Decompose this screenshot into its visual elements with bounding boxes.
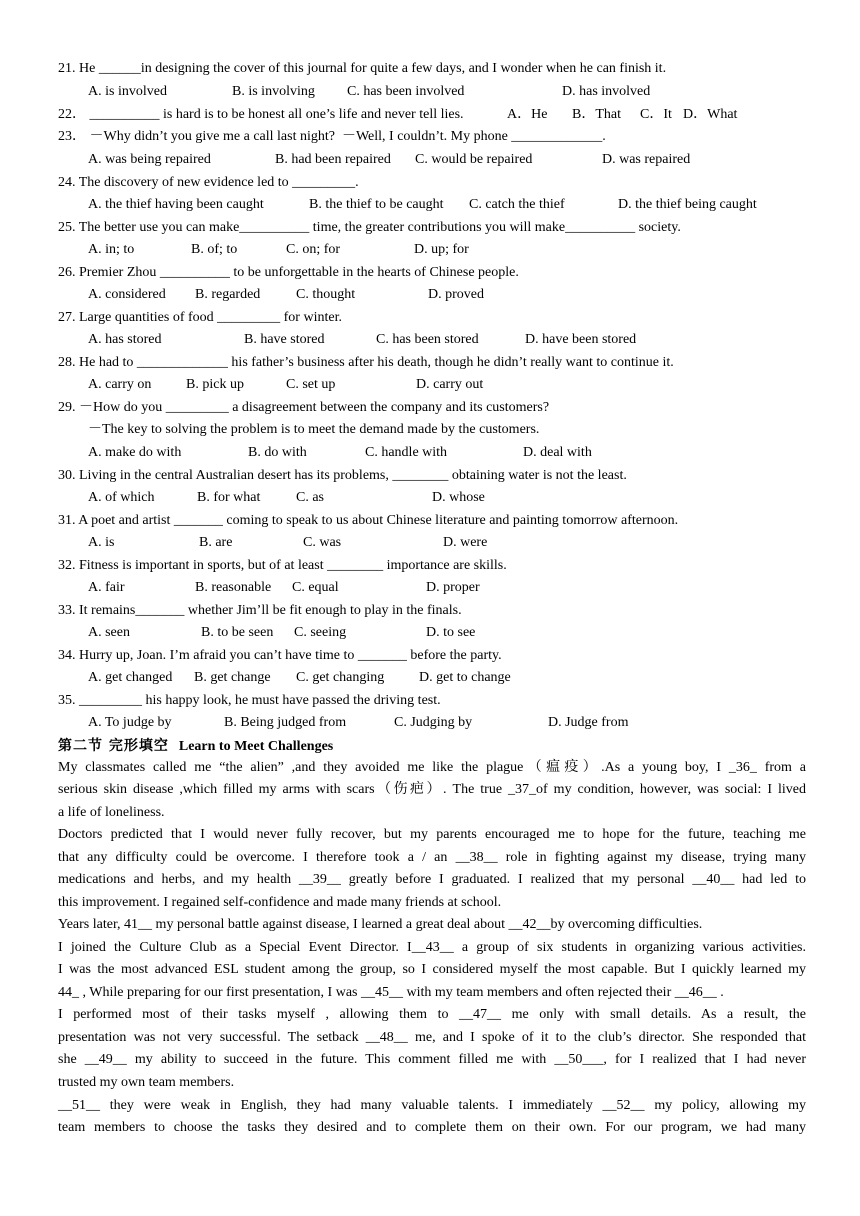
section-heading-en: Learn to Meet Challenges [178,739,334,754]
option-b: B. are [199,535,233,550]
option-b: B. had been repaired [275,152,391,167]
option-a: A. of which [88,490,155,505]
question-number: 23． [58,129,86,144]
passage-line: __51__ they were weak in English, they had many valuable talents. I immediately __52__ my policy, allowing my [58,1098,806,1113]
option-a: A. considered [88,287,166,302]
option-c: C. seeing [294,625,347,640]
question-stem: It remains_______ whether Jim’ll be fit enough to play in the finals. [79,603,462,618]
question-number: 29. [58,400,76,415]
passage-line: I was the most advanced ESL student among the group, so I considered myself the most capable. But I quickly learned my [58,962,806,977]
option-d: D. has involved [562,84,651,99]
question-stem: __________ is hard is to be honest all one’s life and never tell lies. [89,107,464,122]
option-a: A. the thief having been caught [88,197,264,212]
option-c: C. would be repaired [415,152,533,167]
option-a: A. To judge by [88,715,172,730]
question-stem: He had to _____________ his father’s business after his death, though he didn’t really want to continue it. [79,355,674,370]
option-b: B. pick up [186,377,244,392]
question-29 [58,399,549,417]
option-a: A. in; to [88,242,135,257]
question-30 [58,467,627,485]
option-c: C. handle with [365,445,448,460]
option-c: C. was [303,535,342,550]
question-stem: _________ his happy look, he must have passed the driving test. [79,693,441,708]
question-number: 31. [58,513,76,528]
question-number: 26. [58,265,76,280]
question-stem: Fitness is important in sports, but of at least ________ importance are skills. [79,558,507,573]
passage-line: I performed most of their tasks myself , allowing them to __47__ me only with small details. As a result, the [58,1007,806,1022]
question-number: 25. [58,220,76,235]
question-33 [58,602,462,620]
option-d: D. deal with [523,445,592,460]
option-c: C. as [296,490,324,505]
passage-line: team members to choose the tasks they desired and to complete them on their own. For our program, we had many [58,1120,806,1135]
question-stem: －How do you _________ a disagreement between the company and its customers? [79,400,550,415]
question-stem: A poet and artist _______ coming to speak to us about Chinese literature and painting tomorrow afternoon. [78,513,679,528]
option-d: D. Judge from [548,715,629,730]
question-stem: The better use you can make__________ time, the greater contributions you will make__________ society. [78,220,681,235]
question-29-answer-line: －The key to solving the problem is to meet the demand made by the customers. [88,422,540,437]
option-a: A. carry on [88,377,152,392]
question-28 [58,354,674,372]
question-26 [58,264,519,282]
section-heading [58,737,333,756]
option-c: C. on; for [286,242,341,257]
option-d: D. to see [426,625,476,640]
question-number: 35. [58,693,76,708]
option-a: A. was being repaired [88,152,211,167]
question-number: 27. [58,310,76,325]
option-b: B. do with [248,445,307,460]
option-a: A. is involved [88,84,167,99]
option-d: D. whose [432,490,485,505]
question-stem: Hurry up, Joan. I’m afraid you can’t have time to _______ before the party. [79,648,502,663]
option-d: D. have been stored [525,332,637,347]
question-number: 33. [58,603,76,618]
option-d: D. were [443,535,488,550]
passage-line: she __49__ my ability to succeed in the future. This comment filled me with __50___, for I realized that I had never [58,1052,806,1067]
question-number: 24. [58,175,76,190]
option-d: D. was repaired [602,152,691,167]
option-b: B. the thief to be caught [309,197,444,212]
option-d: D．What [683,107,738,122]
option-c: C. has been involved [347,84,465,99]
question-number: 34. [58,648,76,663]
option-c: C. get changing [296,670,385,685]
question-number: 21. [58,61,76,76]
passage-line: Doctors predicted that I would never fully recover, but my parents encouraged me to hope for the future, teaching me [58,827,806,842]
option-d: D. get to change [419,670,511,685]
passage-line: I joined the Culture Club as a Special Event Director. I__43__ a group of six students in organizing various activities. [58,940,806,955]
option-d: D. the thief being caught [618,197,757,212]
question-number: 30. [58,468,76,483]
passage-line: My classmates called me “the alien” ,and they avoided me like the plague（瘟疫）.As a young boy, I _36_ from a [58,760,806,775]
option-b: B. to be seen [201,625,274,640]
question-stem: －Why didn’t you give me a call last night? －Well, I couldn’t. My phone _____________. [89,129,606,144]
option-d: D. carry out [416,377,484,392]
option-d: D. proved [428,287,484,302]
passage-line: a life of loneliness. [58,805,165,820]
passage-line: this improvement. I regained self-confidence and made many friends at school. [58,895,502,910]
option-a: A．He [507,107,548,122]
question-35 [58,692,441,710]
passage-line: trusted my own team members. [58,1075,235,1090]
question-stem: Living in the central Australian desert has its problems, ________ obtaining water is not the least. [79,468,627,483]
option-a: A. has stored [88,332,162,347]
option-d: D. proper [426,580,480,595]
passage-line: 44_ , While preparing for our first presentation, I was __45__ with my team members and often rejected their __46__ . [58,985,724,1000]
question-32 [58,557,507,575]
option-c: C. catch the thief [469,197,565,212]
option-b: B. get change [194,670,271,685]
passage-line: serious skin disease ,which filled my arms with scars（伤疤）. The true _37_of my condition, however, was social: I lived [58,782,806,797]
option-a: A. seen [88,625,130,640]
option-b: B. is involving [232,84,315,99]
section-heading-cn: 第二节 完形填空 [58,738,169,754]
option-a: A. make do with [88,445,182,460]
option-b: B. reasonable [195,580,272,595]
question-24 [58,174,359,192]
question-stem: The discovery of new evidence led to _________. [78,175,359,190]
question-23 [58,128,606,146]
question-21 [58,60,666,78]
option-b: B. for what [197,490,261,505]
option-c: C. equal [292,580,339,595]
option-c: C. set up [286,377,336,392]
option-c: C. thought [296,287,356,302]
option-b: B．That [572,107,621,122]
question-25 [58,219,681,237]
passage-line: that any difficulty could be overcome. I therefore took a / an __38__ role in fighting against my disease, trying many [58,850,806,865]
option-b: B. of; to [191,242,238,257]
option-c: C. Judging by [394,715,473,730]
question-31 [58,512,678,530]
question-stem: He ______in designing the cover of this journal for quite a few days, and I wonder when he can finish it. [79,61,667,76]
passage-line: Years later, 41__ my personal battle against disease, I learned a great deal about __42__by overcoming difficulties. [58,917,703,932]
option-b: B. regarded [195,287,261,302]
question-stem: Large quantities of food _________ for winter. [79,310,342,325]
option-a: A. get changed [88,670,173,685]
question-number: 32. [58,558,76,573]
option-b: B. Being judged from [224,715,347,730]
option-a: A. is [88,535,115,550]
question-34 [58,647,502,665]
option-a: A. fair [88,580,125,595]
option-b: B. have stored [244,332,325,347]
question-stem: Premier Zhou __________ to be unforgettable in the hearts of Chinese people. [79,265,519,280]
option-c: C. has been stored [376,332,479,347]
passage-line: medications and herbs, and my health __39__ greatly before I graduated. I realized that my personal __40__ had led to [58,872,806,887]
question-27 [58,309,342,327]
question-22 [58,106,464,124]
option-c: C．It [640,107,672,122]
option-d: D. up; for [414,242,469,257]
question-number: 28. [58,355,76,370]
question-number: 22． [58,107,86,122]
passage-line: presentation was not very successful. The setback __48__ me, and I spoke of it to the club’s director. She responded that [58,1030,806,1045]
